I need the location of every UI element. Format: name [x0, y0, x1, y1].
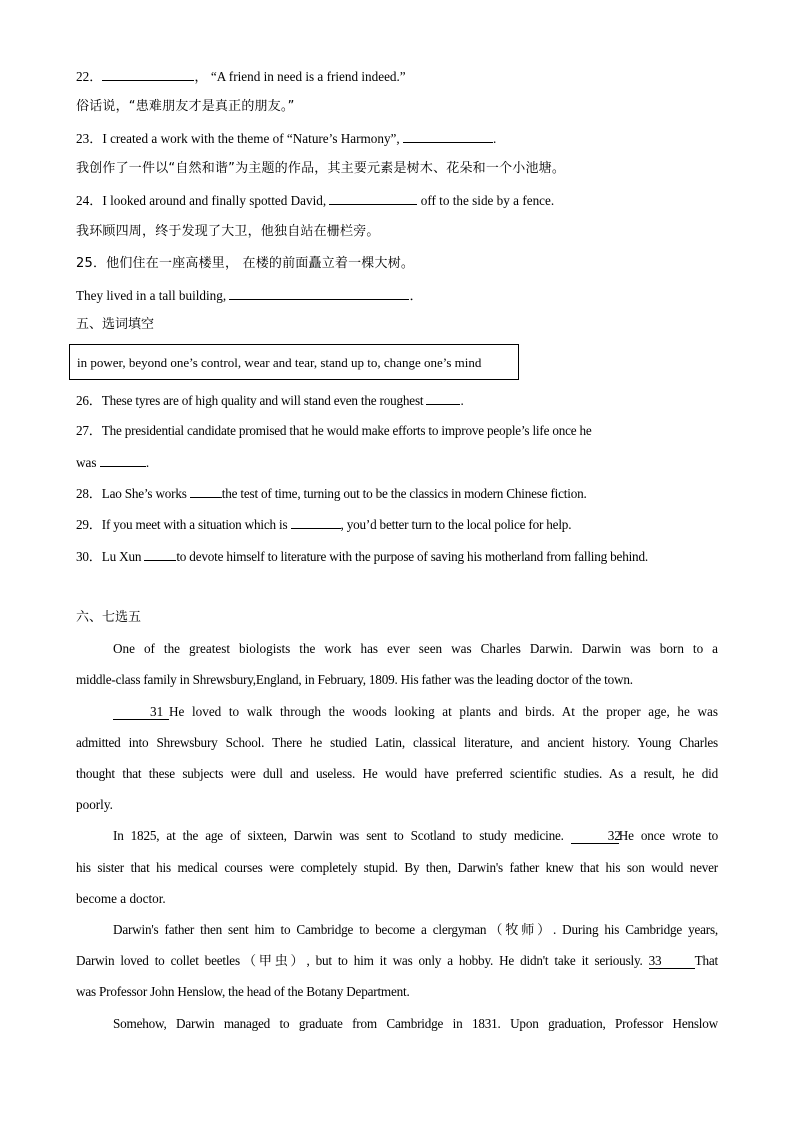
passage-text: Darwin loved to collet beetles（甲虫）, but to him it was only a hobby. He didn't take it seriously.	[76, 953, 649, 968]
question-number: 22．	[76, 69, 103, 84]
answer-blank[interactable]	[403, 130, 493, 143]
word-bank: in power, beyond one’s control, wear and tear, stand up to, change one’s mind	[77, 355, 482, 370]
word-bank-box	[69, 344, 519, 380]
answer-blank[interactable]	[100, 454, 146, 467]
passage-paragraph-2-line-4: poorly.	[76, 797, 113, 812]
question-text: the test of time, turning out to be the classics in modern Chinese fiction.	[221, 486, 587, 501]
question-number: 24．	[76, 193, 103, 208]
blank-32[interactable]: 32	[571, 828, 619, 844]
answer-blank[interactable]	[291, 516, 341, 529]
passage-paragraph-2-line-1	[76, 704, 718, 720]
section-title: 五、选词填空	[76, 317, 155, 332]
question-22	[76, 68, 406, 85]
question-text: .	[460, 393, 464, 408]
passage-paragraph-4-line-2	[76, 953, 718, 969]
question-24	[76, 192, 554, 209]
question-text: They lived in a tall building,	[76, 288, 230, 303]
question-number: 25．	[76, 256, 107, 271]
question-number: 23．	[76, 131, 103, 146]
question-25	[76, 256, 414, 272]
passage-text: He loved to walk through the woods looking at plants and birds. At the proper age, he was	[169, 704, 718, 719]
question-number: 28．	[76, 486, 102, 501]
passage-text: He once wrote to	[618, 828, 718, 843]
passage-paragraph-2-line-2: admitted into Shrewsbury School. There he studied Latin, classical literature, and ancient history. Young Charles	[76, 735, 718, 750]
section-title: 六、七选五	[76, 610, 142, 625]
question-23	[76, 130, 496, 147]
question-29	[76, 516, 571, 533]
answer-blank[interactable]	[329, 192, 417, 205]
passage-paragraph-2-line-3: thought that these subjects were dull and useless. He would have preferred scientific studies. As a result, he did	[76, 766, 718, 781]
question-text: Lu Xun	[101, 549, 145, 564]
question-27-continued	[76, 454, 149, 471]
answer-blank[interactable]	[426, 392, 460, 405]
passage-paragraph-1-line-2: middle-class family in Shrewsbury,England, in February, 1809. His father was the leading doctor of the town.	[76, 672, 633, 687]
question-number: 29．	[76, 517, 102, 532]
question-text: ．	[409, 288, 423, 303]
question-text: These tyres are of high quality and will stand even the roughest	[101, 393, 427, 408]
blank-33[interactable]: 33	[649, 953, 695, 969]
answer-blank[interactable]	[102, 68, 194, 81]
question-text: .	[493, 131, 497, 146]
question-25-english	[76, 287, 423, 304]
answer-blank[interactable]	[190, 485, 222, 498]
question-30	[76, 548, 648, 565]
passage-paragraph-4-line-3: was Professor John Henslow, the head of the Botany Department.	[76, 984, 410, 999]
answer-blank[interactable]	[229, 287, 409, 300]
question-text: , you’d better turn to the local police for help.	[340, 517, 572, 532]
question-23-translation: 我创作了一件以“自然和谐”为主题的作品，其主要元素是树木、花朵和一个小池塘。	[76, 161, 566, 176]
question-text: I created a work with the theme of “Nature’s Harmony”,	[102, 131, 404, 146]
question-number: 27．	[76, 423, 102, 438]
passage-paragraph-4-line-1: Darwin's father then sent him to Cambridge to become a clergyman（牧师）. During his Cambridge years,	[113, 922, 718, 937]
question-text: I looked around and finally spotted David,	[102, 193, 330, 208]
passage-paragraph-1-line-1: One of the greatest biologists the work has ever seen was Charles Darwin. Darwin was born to a	[113, 641, 718, 656]
question-28	[76, 485, 587, 502]
passage-paragraph-3-line-2: his sister that his medical courses were completely stupid. By then, Darwin's father knew that his son would never	[76, 860, 718, 875]
answer-blank[interactable]	[144, 548, 176, 561]
question-text: 他们住在一座高楼里， 在楼的前面矗立着一棵大树。	[106, 256, 415, 271]
question-text: ， “A friend in need is a friend indeed.”	[194, 69, 406, 84]
passage-paragraph-3-line-3: become a doctor.	[76, 891, 166, 906]
question-27	[76, 423, 592, 439]
question-text: If you meet with a situation which is	[101, 517, 291, 532]
blank-31[interactable]: 31	[113, 704, 169, 720]
question-text: off to the side by a fence.	[417, 193, 555, 208]
passage-text: In 1825, at the age of sixteen, Darwin was sent to Scotland to study medicine.	[113, 828, 571, 843]
question-number: 30．	[76, 549, 102, 564]
question-text: was	[76, 455, 100, 470]
question-24-translation: 我环顾四周，终于发现了大卫，他独自站在栅栏旁。	[76, 224, 380, 239]
passage-paragraph-3-line-1	[76, 828, 718, 844]
question-text: .	[145, 455, 150, 470]
question-text: The presidential candidate promised that he would make efforts to improve people’s life once he	[101, 423, 592, 438]
question-number: 26．	[76, 393, 102, 408]
passage-text: That	[694, 953, 718, 968]
question-text: to devote himself to literature with the purpose of saving his motherland from falling behind.	[176, 549, 648, 564]
passage-paragraph-5-line-1: Somehow, Darwin managed to graduate from Cambridge in 1831. Upon graduation, Professor Henslow	[113, 1016, 718, 1031]
question-26	[76, 392, 464, 409]
question-22-translation: 俗话说，“患难朋友才是真正的朋友。”	[76, 99, 295, 114]
question-text: Lao She’s works	[101, 486, 190, 501]
